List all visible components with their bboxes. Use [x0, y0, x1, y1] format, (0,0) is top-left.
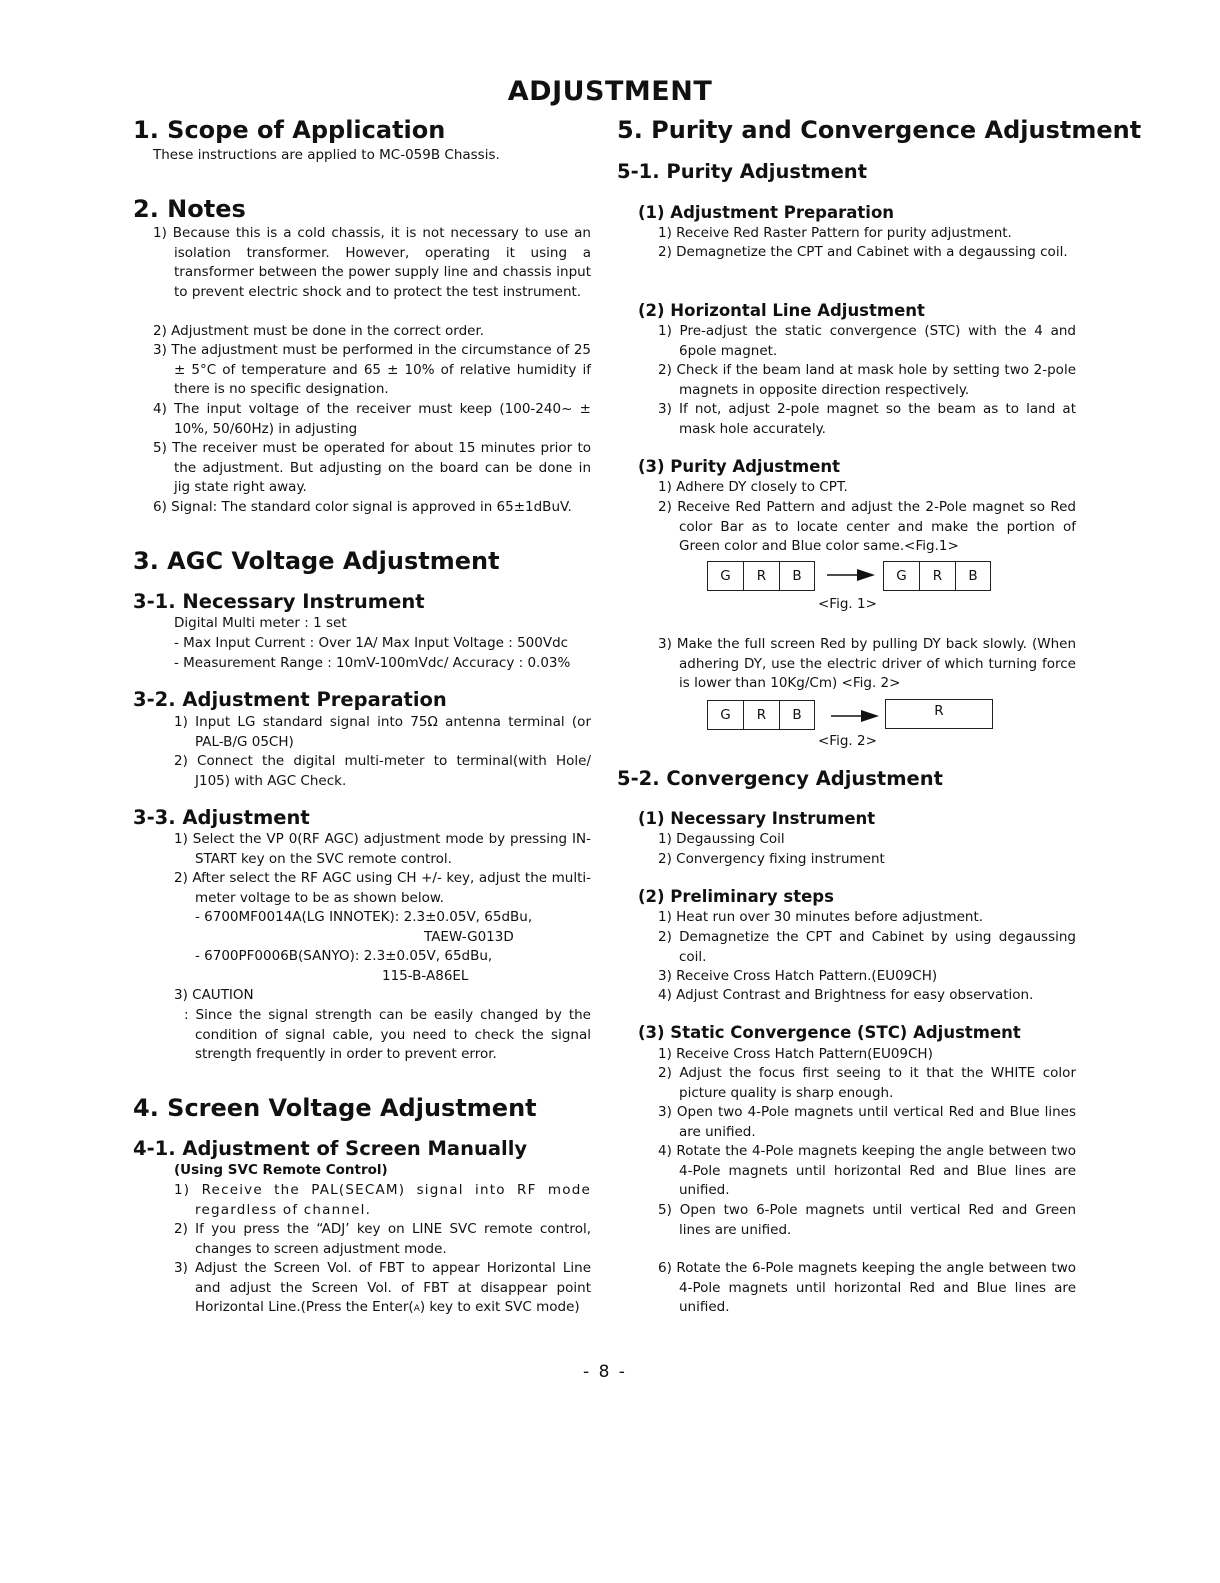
- stc-item-2: 2) Adjust the focus first seeing to it that the WHITE color picture quality is sharp enough.: [658, 1065, 1076, 1101]
- hline-heading: (2) Horizontal Line Adjustment: [638, 301, 925, 320]
- fig1-right-green-cell: G: [884, 562, 920, 590]
- fig1-left-bars: [707, 561, 815, 591]
- purity-prep-item-2: 2) Demagnetize the CPT and Cabinet with a degaussing coil.: [658, 244, 1068, 260]
- prelim-item-4: 4) Adjust Contrast and Brightness for easy observation.: [658, 987, 1034, 1003]
- conv-instrument-heading: (1) Necessary Instrument: [638, 809, 876, 828]
- fig1-caption: <Fig. 1>: [818, 596, 877, 612]
- prelim-item-2: 2) Demagnetize the CPT and Cabinet by using degaussing coil.: [658, 929, 1076, 965]
- fig1-arrow-icon: [827, 566, 877, 584]
- fig2-left-green-cell: G: [708, 701, 744, 729]
- instrument-line-3: - Measurement Range : 10mV-100mVdc/ Accuracy : 0.03%: [174, 655, 571, 671]
- prelim-item-1: 1) Heat run over 30 minutes before adjustment.: [658, 909, 984, 925]
- note-item-3: 3) The adjustment must be performed in the circumstance of 25 ± 5°C of temperature and 65 ± 10% of relative humidity if there is no specific designation.: [153, 342, 591, 398]
- section-5-2-heading: 5-2. Convergency Adjustment: [617, 767, 943, 790]
- fig2-caption: <Fig. 2>: [818, 733, 877, 749]
- stc-item-5: 5) Open two 6-Pole magnets until vertical Red and Green lines are unified.: [658, 1202, 1076, 1238]
- spec-lg-innotek-part: TAEW-G013D: [424, 929, 514, 945]
- instrument-line-1: Digital Multi meter : 1 set: [174, 615, 347, 631]
- fig2-left-red-cell: R: [744, 701, 780, 729]
- page-title: ADJUSTMENT: [507, 76, 713, 107]
- stc-item-6: 6) Rotate the 6-Pole magnets keeping the angle between two 4-Pole magnets until horizontal Red and Blue lines are unified.: [658, 1260, 1076, 1316]
- fig1-right-blue-cell: B: [968, 568, 978, 584]
- purity-adjust-heading: (3) Purity Adjustment: [638, 457, 841, 476]
- stc-heading: (3) Static Convergence (STC) Adjustment: [638, 1023, 1021, 1042]
- prep-item-2: 2) Connect the digital multi-meter to terminal(with Hole/ J105) with AGC Check.: [174, 753, 591, 789]
- screen-item-1: 1) Receive the PAL(SECAM) signal into RF mode regardless of channel.: [174, 1182, 591, 1218]
- screen-item-3-end: ) key to exit SVC mode): [419, 1299, 580, 1316]
- hline-item-3: 3) If not, adjust 2-pole magnet so the beam as to land at mask hole accurately.: [658, 401, 1076, 437]
- section-3-2-heading: 3-2. Adjustment Preparation: [133, 688, 447, 711]
- screen-item-3: [174, 1259, 591, 1320]
- section-3-1-heading: 3-1. Necessary Instrument: [133, 590, 425, 613]
- adjust-item-1: 1) Select the VP 0(RF AGC) adjustment mode by pressing IN-START key on the SVC remote control.: [174, 831, 591, 867]
- prelim-heading: (2) Preliminary steps: [638, 887, 834, 906]
- stc-item-4: 4) Rotate the 4-Pole magnets keeping the angle between two 4-Pole magnets until horizontal Red and Blue lines are unified.: [658, 1143, 1076, 1199]
- purity-adjust-item-2: 2) Receive Red Pattern and adjust the 2-Pole magnet so Red color Bar as to locate center and make the portion of Green color and Blue color same.<Fig.1>: [658, 499, 1076, 555]
- note-item-5: 5) The receiver must be operated for about 15 minutes prior to the adjustment. But adjusting on the board can be done in jig state right away.: [153, 440, 591, 496]
- section-4-1-heading: 4-1. Adjustment of Screen Manually: [133, 1137, 528, 1160]
- section-3-heading: 3. AGC Voltage Adjustment: [133, 547, 500, 575]
- fig1-left-green-cell: G: [708, 562, 744, 590]
- purity-adjust-item-3: 3) Make the full screen Red by pulling DY back slowly. (When adhering DY, use the electric driver of which turning force is lower than 10Kg/Cm) <Fig. 2>: [658, 636, 1076, 692]
- fig2-left-blue-cell: B: [792, 707, 802, 723]
- instrument-line-2: - Max Input Current : Over 1A/ Max Input Voltage : 500Vdc: [174, 635, 569, 651]
- conv-instrument-item-2: 2) Convergency fixing instrument: [658, 851, 885, 867]
- note-item-1: 1) Because this is a cold chassis, it is not necessary to use an isolation transformer. However, operating it using a transformer between the power supply line and chassis input to prevent electric shock and to protect the test instrument.: [153, 225, 591, 300]
- section-2-heading: 2. Notes: [133, 195, 246, 223]
- adjust-item-2: 2) After select the RF AGC using CH +/- key, adjust the multi-meter voltage to be as shown below.: [174, 870, 591, 906]
- note-item-2: 2) Adjustment must be done in the correct order.: [153, 323, 485, 339]
- spec-sanyo: - 6700PF0006B(SANYO): 2.3±0.05V, 65dBu,: [195, 948, 493, 964]
- enter-key-glyph: A: [413, 1304, 420, 1315]
- caution-label: 3) CAUTION: [174, 987, 254, 1003]
- stc-item-1: 1) Receive Cross Hatch Pattern(EU09CH): [658, 1046, 933, 1062]
- note-item-6: 6) Signal: The standard color signal is approved in 65±1dBuV.: [153, 499, 572, 515]
- hline-item-1: 1) Pre-adjust the static convergence (STC) with the 4 and 6pole magnet.: [658, 323, 1076, 359]
- section-3-3-heading: 3-3. Adjustment: [133, 806, 310, 829]
- note-item-4: 4) The input voltage of the receiver must keep (100-240~ ± 10%, 50/60Hz) in adjusting: [153, 401, 591, 437]
- spec-lg-innotek: - 6700MF0014A(LG INNOTEK): 2.3±0.05V, 65dBu,: [195, 909, 533, 925]
- fig1-right-bars: [883, 561, 991, 591]
- fig2-left-bars: [707, 700, 815, 730]
- purity-prep-item-1: 1) Receive Red Raster Pattern for purity adjustment.: [658, 225, 1012, 241]
- purity-prep-heading: (1) Adjustment Preparation: [638, 203, 895, 222]
- spec-sanyo-part: 115-B-A86EL: [382, 968, 469, 984]
- fig1-left-blue-cell: B: [792, 568, 802, 584]
- caution-text: : Since the signal strength can be easily changed by the condition of signal cable, you need to check the signal strength frequently in order to prevent error.: [184, 1007, 591, 1063]
- section-4-1-subheading: (Using SVC Remote Control): [174, 1162, 388, 1178]
- purity-adjust-item-1: 1) Adhere DY closely to CPT.: [658, 479, 848, 495]
- fig1-left-red-cell: R: [744, 562, 780, 590]
- fig2-red-cell: R: [934, 703, 944, 719]
- page-number: - 8 -: [583, 1362, 627, 1382]
- section-1-heading: 1. Scope of Application: [133, 116, 446, 144]
- section-1-text: These instructions are applied to MC-059B Chassis.: [153, 147, 500, 163]
- stc-item-3: 3) Open two 4-Pole magnets until vertical Red and Blue lines are unified.: [658, 1104, 1076, 1140]
- prelim-item-3: 3) Receive Cross Hatch Pattern.(EU09CH): [658, 968, 938, 984]
- prep-item-1: 1) Input LG standard signal into 75Ω antenna terminal (or PAL-B/G 05CH): [174, 714, 591, 750]
- hline-item-2: 2) Check if the beam land at mask hole by setting two 2-pole magnets in opposite direction respectively.: [658, 362, 1076, 398]
- section-4-heading: 4. Screen Voltage Adjustment: [133, 1094, 537, 1122]
- section-5-1-heading: 5-1. Purity Adjustment: [617, 160, 868, 183]
- screen-item-2: 2) If you press the “ADJ’ key on LINE SVC remote control, changes to screen adjustment mode.: [174, 1221, 591, 1257]
- section-5-heading: 5. Purity and Convergence Adjustment: [617, 116, 1142, 144]
- fig1-right-red-cell: R: [920, 562, 956, 590]
- fig2-right-bar: [885, 699, 993, 729]
- conv-instrument-item-1: 1) Degaussing Coil: [658, 831, 785, 847]
- fig2-arrow-icon: [831, 707, 881, 725]
- screen-item-3-text: 3) Adjust the Screen Vol. of FBT to appear Horizontal Line and adjust the Screen Vol. of FBT at disappear point Horizontal Line.(Press the Enter(: [174, 1260, 591, 1316]
